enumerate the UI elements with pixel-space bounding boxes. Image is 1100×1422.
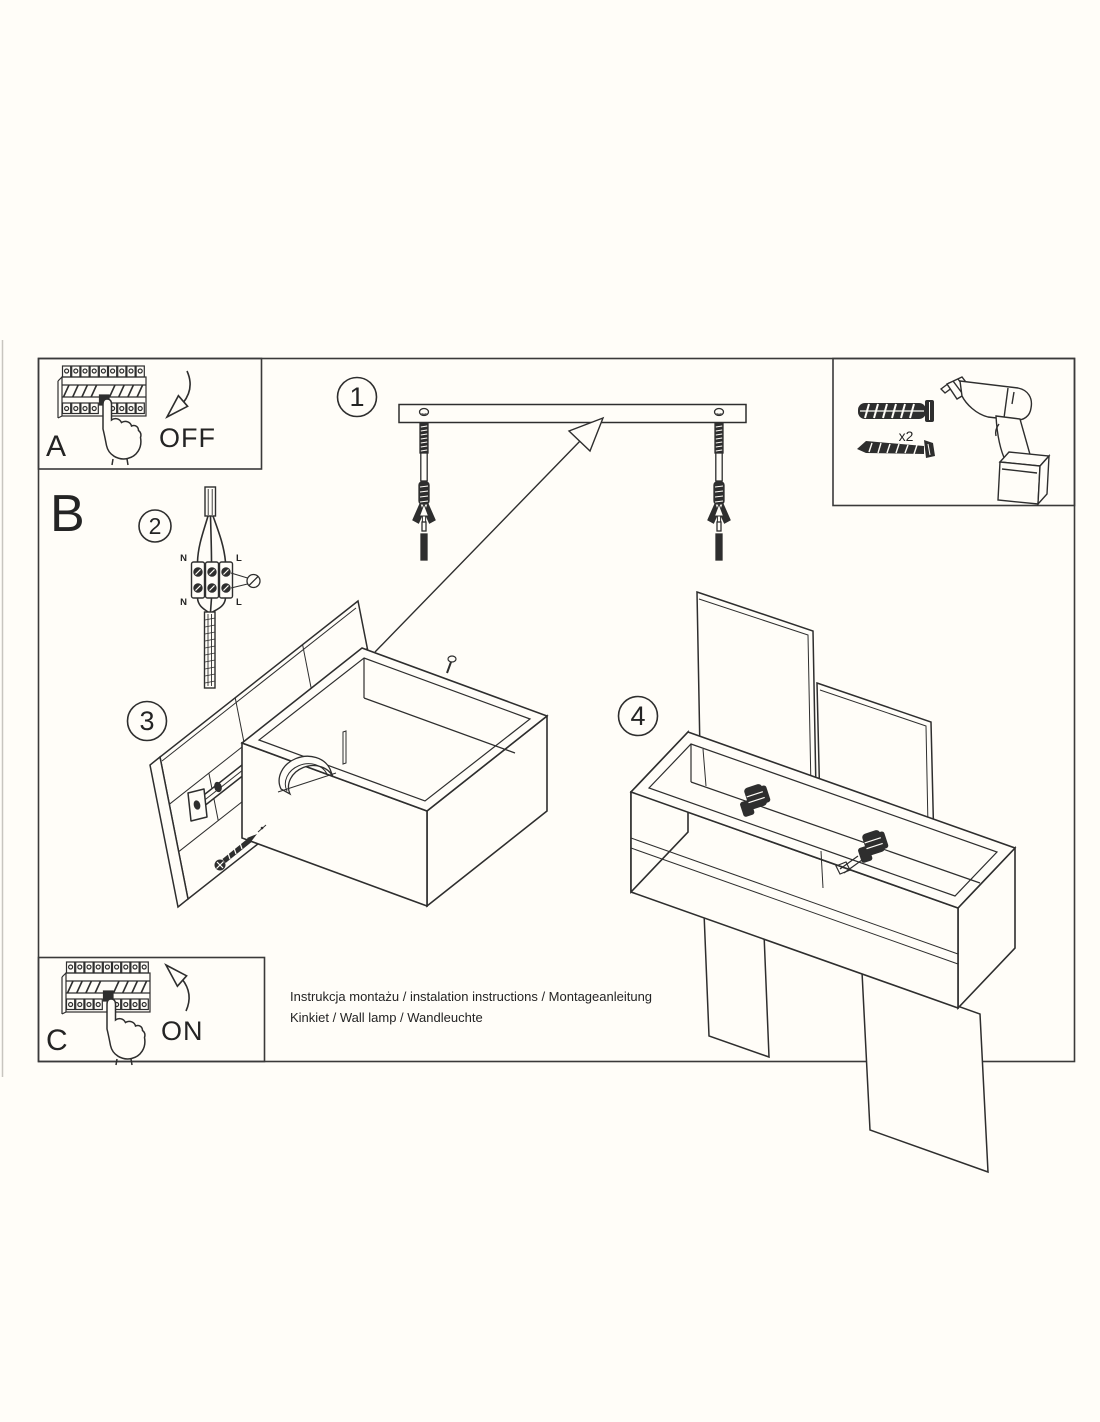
section-b-label: B (50, 485, 85, 543)
footer-caption (290, 989, 652, 1025)
terminal-l-top: L (236, 553, 242, 564)
step-2-number: 2 (148, 513, 162, 539)
breaker-panel-icon (62, 962, 150, 1014)
lamp-cable (205, 612, 216, 688)
terminal-block (192, 562, 233, 598)
curved-arrow-down-icon (167, 371, 190, 417)
wall-anchor-icon (858, 400, 934, 422)
screwdriver-icon (231, 573, 260, 588)
supply-cable (205, 487, 216, 516)
footer-line-2: Kinkiet / Wall lamp / Wandleuchte (290, 1010, 483, 1025)
glass-panel-bottom-right (862, 972, 988, 1172)
terminal-l-bottom: L (236, 597, 242, 608)
step-1-mounting-bar (338, 378, 747, 653)
step-c-power-on (46, 962, 204, 1065)
anchors-qty-label: x2 (898, 428, 914, 444)
pointer-arrow (375, 418, 603, 652)
screw-anchor-set (413, 409, 435, 561)
small-screw-icon (447, 656, 456, 673)
drill-icon (941, 377, 1049, 504)
curved-arrow-up-icon (166, 965, 189, 1011)
terminal-n-top: N (180, 553, 187, 564)
step-4-number: 4 (630, 701, 646, 731)
tools-needed (857, 377, 1049, 504)
step-2-wiring (50, 485, 260, 688)
terminal-n-bottom: N (180, 597, 187, 608)
screw-anchor-set (708, 409, 730, 561)
step-4-assembled (619, 592, 1016, 1172)
step-3-exploded-view (128, 601, 548, 907)
section-c-label: C (46, 1024, 68, 1057)
step-a-power-off (46, 366, 216, 465)
off-label: OFF (159, 423, 216, 453)
section-a-label: A (46, 430, 67, 463)
mounting-bar (399, 405, 746, 423)
footer-line-1: Instrukcja montażu / instalation instructions / Montageanleitung (290, 989, 653, 1004)
breaker-panel-icon (58, 366, 146, 418)
step-3-number: 3 (139, 706, 155, 736)
on-label: ON (161, 1016, 204, 1046)
step-1-number: 1 (349, 382, 365, 412)
screw-icon (857, 440, 935, 458)
